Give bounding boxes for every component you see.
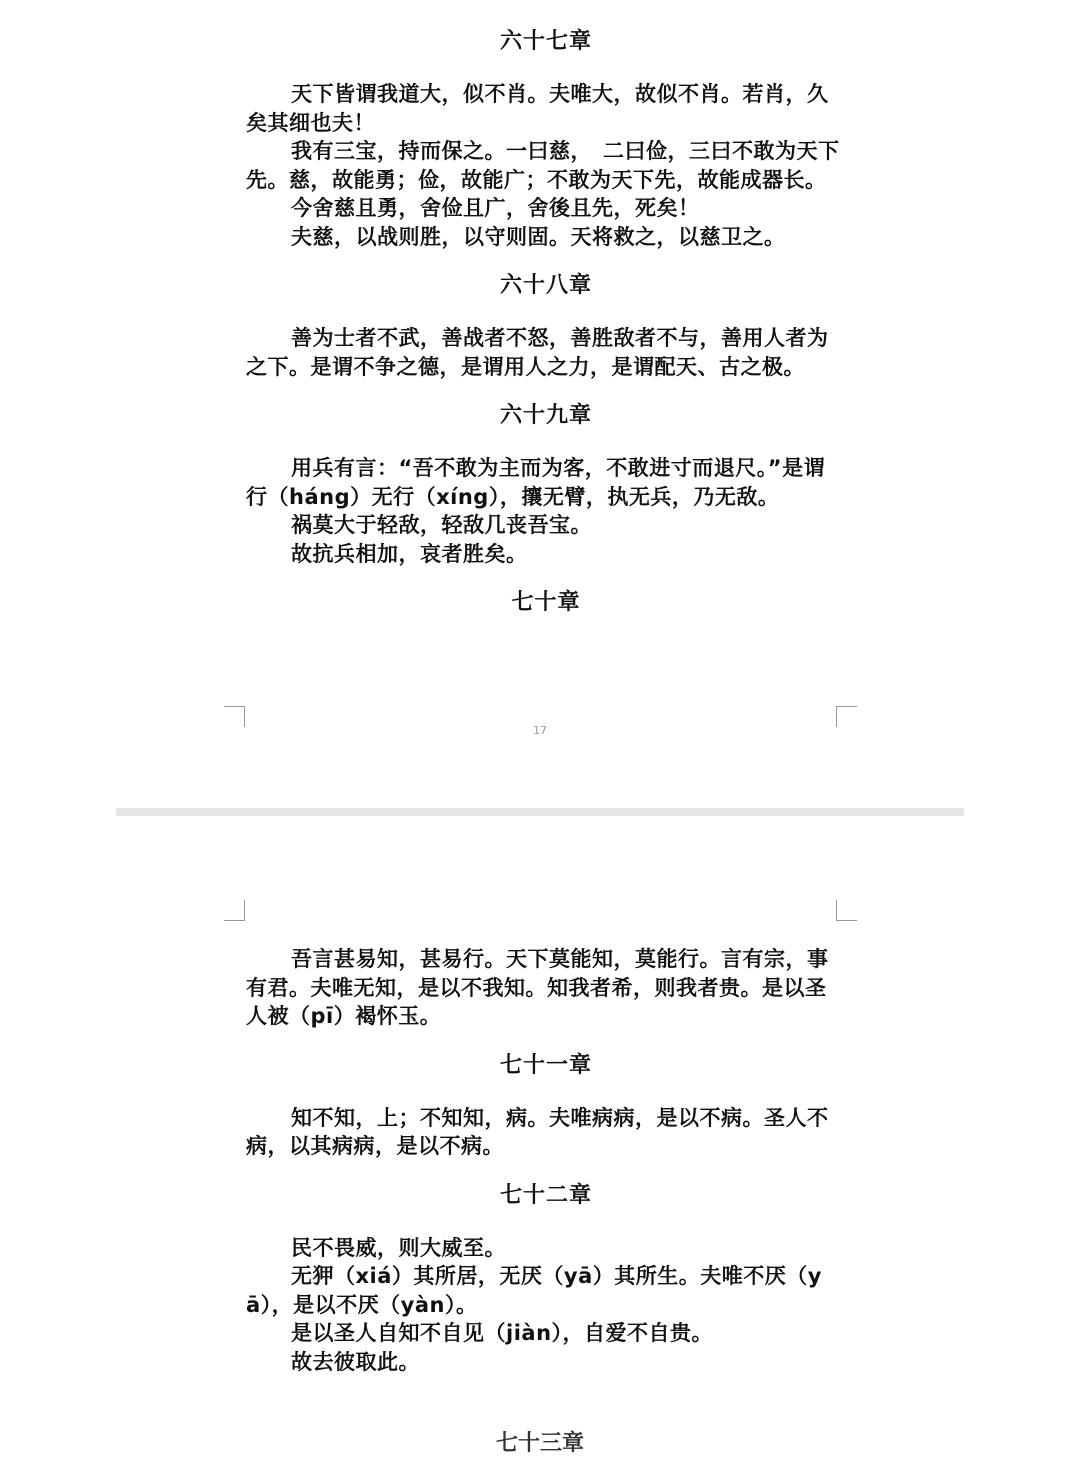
chapter-heading: 六十七章 [499,29,592,54]
paragraph: 无狎（xiá）其所居，无厌（yā）其所生。夫唯不厌（yā），是以不厌（yàn）。 [246,1264,822,1317]
chapter-70 [246,583,846,623]
paragraph: 我有三宝，持而保之。一曰慈， 二曰俭，三曰不敢为天下先。慈，故能勇；俭，故能广；不敢为天下先，故能成器长。 [246,139,840,192]
page-17-content [246,22,846,641]
chapter-heading: 七十章 [511,590,581,615]
chapter-72 [246,1176,846,1377]
crop-mark-top-right [836,900,857,921]
page-number: 17 [533,724,547,737]
paragraph: 是以圣人自知不自见（jiàn），自爱不自贵。 [291,1321,714,1345]
chapter-67 [246,22,846,251]
paragraph: 今舍慈且勇，舍俭且广，舍後且先，死矣！ [291,196,700,220]
paragraph: 知不知，上；不知知，病。夫唯病病，是以不病。圣人不病，以其病病，是以不病。 [246,1105,829,1158]
chapter-71 [246,1046,846,1161]
paragraph: 夫慈，以战则胜，以守则固。天将救之，以慈卫之。 [291,224,786,249]
chapter-70-body [246,945,846,1031]
paragraph: 故抗兵相加，哀者胜矣。 [291,541,528,566]
crop-mark-top-left [224,900,245,921]
chapter-69 [246,396,846,568]
chapter-68 [246,266,846,381]
next-chapter-heading-cutoff: 七十三章 [495,1431,584,1456]
chapter-heading: 七十二章 [499,1182,592,1208]
page-separator [116,808,964,816]
document-page-18 [0,818,1080,1439]
paragraph: 善为士者不武，善战者不怒，善胜敌者不与，善用人者为之下。是谓不争之德，是谓用人之力，是谓配天、古之极。 [246,326,829,379]
paragraph: 民不畏威，则大威至。 [291,1235,506,1260]
chapter-heading: 七十一章 [499,1052,592,1078]
paragraph: 天下皆谓我道大，似不肖。夫唯大，故似不肖。若肖，久矣其细也夫！ [246,82,829,135]
paragraph: 吾言甚易知，甚易行。天下莫能知，莫能行。言有宗，事有君。夫唯无知，是以不我知。知我者希，则我者贵。是以圣人被（pī）褐怀玉。 [246,947,829,1028]
chapter-heading: 六十八章 [499,273,592,298]
page-18-content [246,945,846,1391]
paragraph: 祸莫大于轻敌，轻敌几丧吾宝。 [291,513,592,537]
paragraph: 用兵有言：“吾不敢为主而为客，不敢进寸而退尺。”是谓行（háng）无行（xíng），攘无臂，执无兵，乃无敌。 [246,456,826,509]
paragraph: 故去彼取此。 [291,1349,420,1374]
chapter-heading: 六十九章 [499,403,592,428]
